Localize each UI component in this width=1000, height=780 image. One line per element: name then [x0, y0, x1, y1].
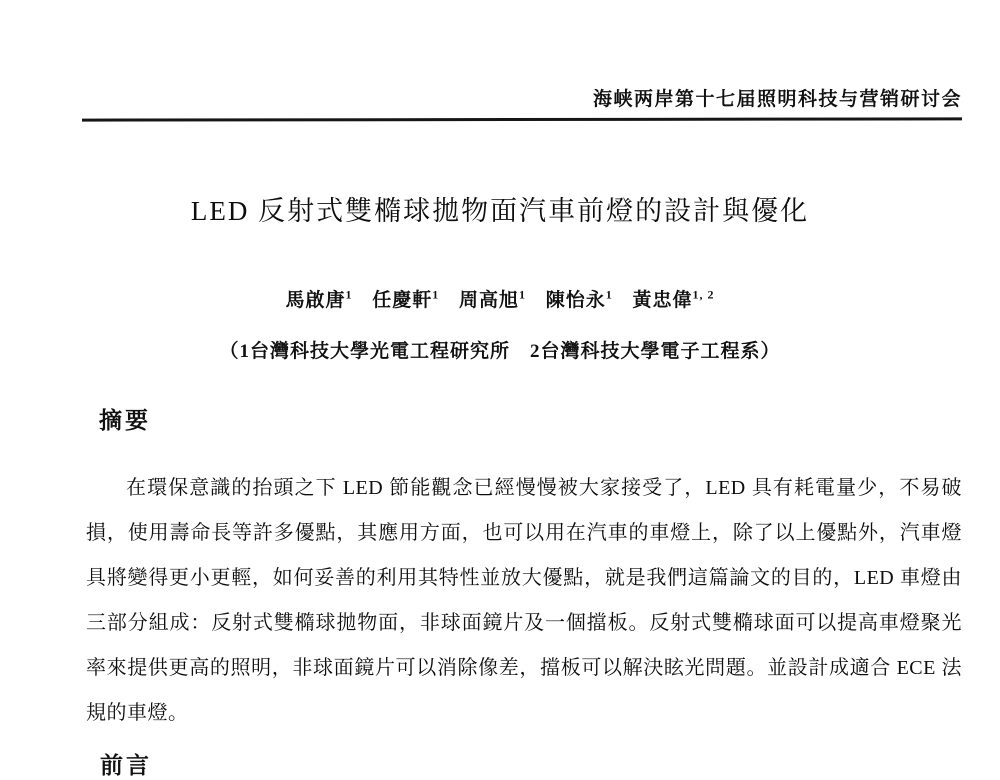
abstract-text: 在環保意識的抬頭之下 LED 節能觀念已經慢慢被大家接受了，LED 具有耗電量少，不易破損，使用壽命長等許多優點，其應用方面，也可以用在汽車的車燈上，除了以上優點外，汽車燈具將變得更小更輕，如何妥善的利用其特性並放大優點，就是我們這篇論文的目的，LED 車燈由三部分組成：反射式雙橢球拋物面，非球面鏡片及一個擋板。反射式雙橢球面可以提高車燈聚光率來提供更高的照明，非球面鏡片可以消除像差，擋板可以解決眩光問題。並設計成適合 ECE 法規的車燈。 [86, 477, 962, 724]
author-4 [546, 285, 613, 312]
author-3-affiliation-marker: 1 [519, 287, 526, 302]
author-1-name: 馬啟唐 [285, 290, 346, 311]
next-section-heading-clipped: 前言 [100, 753, 152, 778]
header-rule [82, 117, 962, 121]
author-3-name: 周高旭 [458, 290, 519, 311]
author-5-affiliation-marker: 1, 2 [692, 287, 715, 302]
abstract-heading: 摘要 [99, 408, 151, 433]
author-5 [633, 285, 715, 312]
running-head-conference-title: 海峡两岸第十七届照明科技与营销研讨会 [592, 88, 962, 110]
affiliations: （1台灣科技大學光電工程研究所 2台灣科技大學電子工程系） [219, 341, 781, 362]
author-2-name: 任慶軒 [372, 290, 433, 311]
authors-line [0, 285, 1000, 312]
author-1-affiliation-marker: 1 [345, 287, 353, 302]
author-3 [459, 285, 526, 312]
author-5-name: 黃忠偉 [632, 290, 693, 311]
author-4-name: 陳怡永 [545, 290, 606, 311]
author-2-affiliation-marker: 1 [432, 287, 440, 302]
author-2 [372, 285, 439, 312]
author-1 [285, 285, 352, 312]
paper-title: LED 反射式雙橢球拋物面汽車前燈的設計與優化 [190, 196, 810, 226]
author-4-affiliation-marker: 1 [605, 287, 613, 302]
